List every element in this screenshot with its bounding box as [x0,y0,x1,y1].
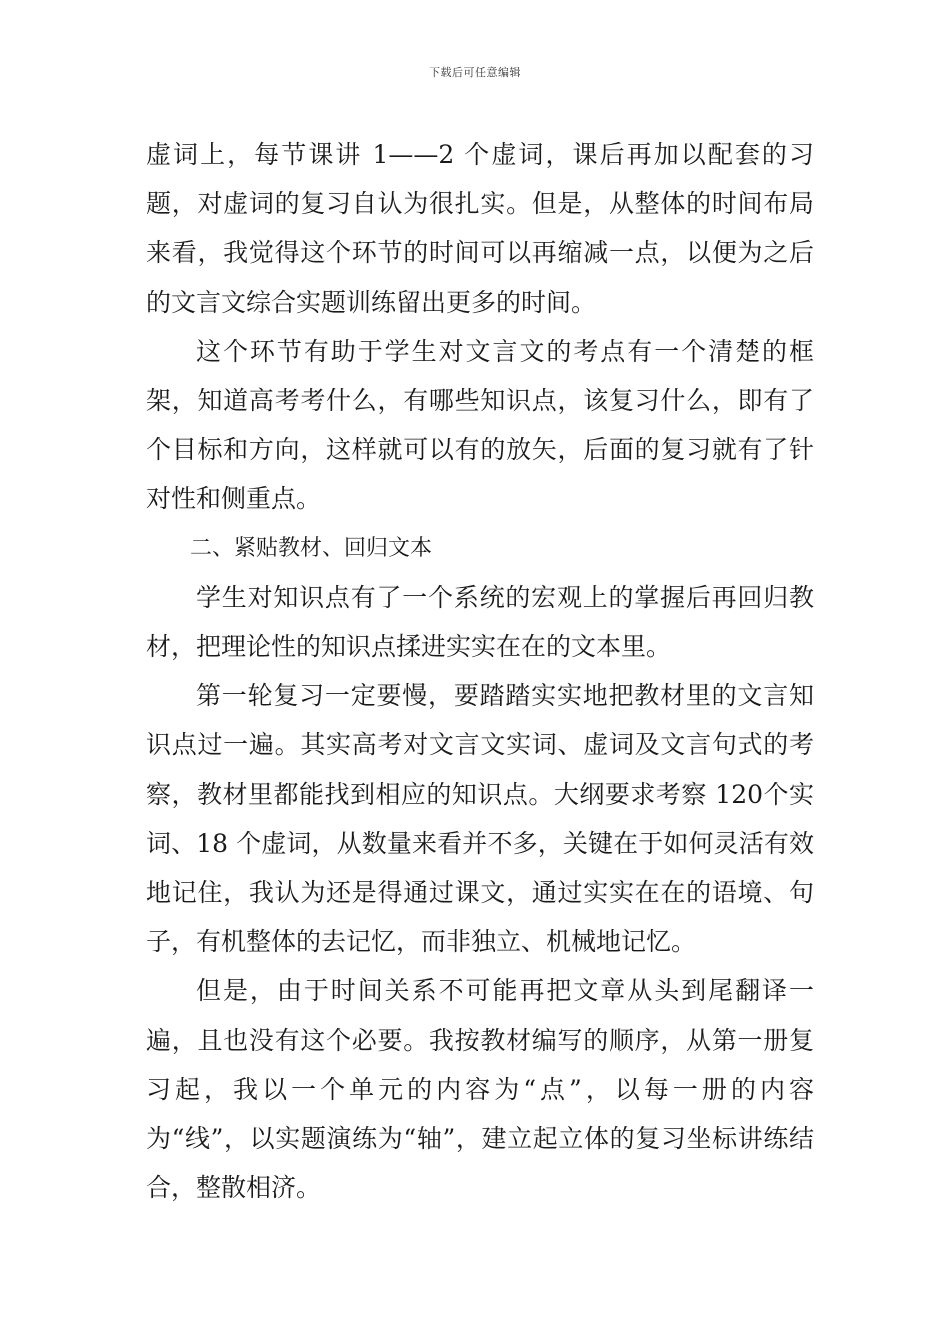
paragraph-framework: 这个环节有助于学生对文言文的考点有一个清楚的框架，知道高考考什么，有哪些知识点，该复习什么，即有了个目标和方向，这样就可以有的放矢，后面的复习就有了针对性和侧重点。 [146,336,814,514]
paragraph-return-to-textbook: 学生对知识点有了一个系统的宏观上的掌握后再回归教材，把理论性的知识点揉进实实在在的文本里。 [146,582,814,662]
paragraph-continuation: 虚词上，每节课讲 1——2 个虚词，课后再加以配套的习题，对虚词的复习自认为很扎实。但是，从整体的时间布局来看，我觉得这个环节的时间可以再缩减一点，以便为之后的文言文综合实题训练留出更多的时间。 [146,140,814,317]
page-header: 下载后可任意编辑 [429,66,521,79]
section-heading: 二、紧贴教材、回归文本 [190,535,433,561]
paragraph-review-method: 但是，由于时间关系不可能再把文章从头到尾翻译一遍，且也没有这个必要。我按教材编写的顺序，从第一册复习起，我以一个单元的内容为“点”，以每一册的内容为“线”，以实题演练为“轴”，建立起立体的复习坐标讲练结合，整散相济。 [146,976,814,1203]
paragraph-first-round-review: 第一轮复习一定要慢，要踏踏实实地把教材里的文言知识点过一遍。其实高考对文言文实词、虚词及文言句式的考察，教材里都能找到相应的知识点。大纲要求考察 120个实词、18 个虚词，从数量来看并不多，关键在于如何灵活有效地记住，我认为还是得通过课文，通过实实在在的语境、句子，有机整体的去记忆，而非独立、机械地记忆。 [146,681,814,957]
document-body [146,130,814,1212]
